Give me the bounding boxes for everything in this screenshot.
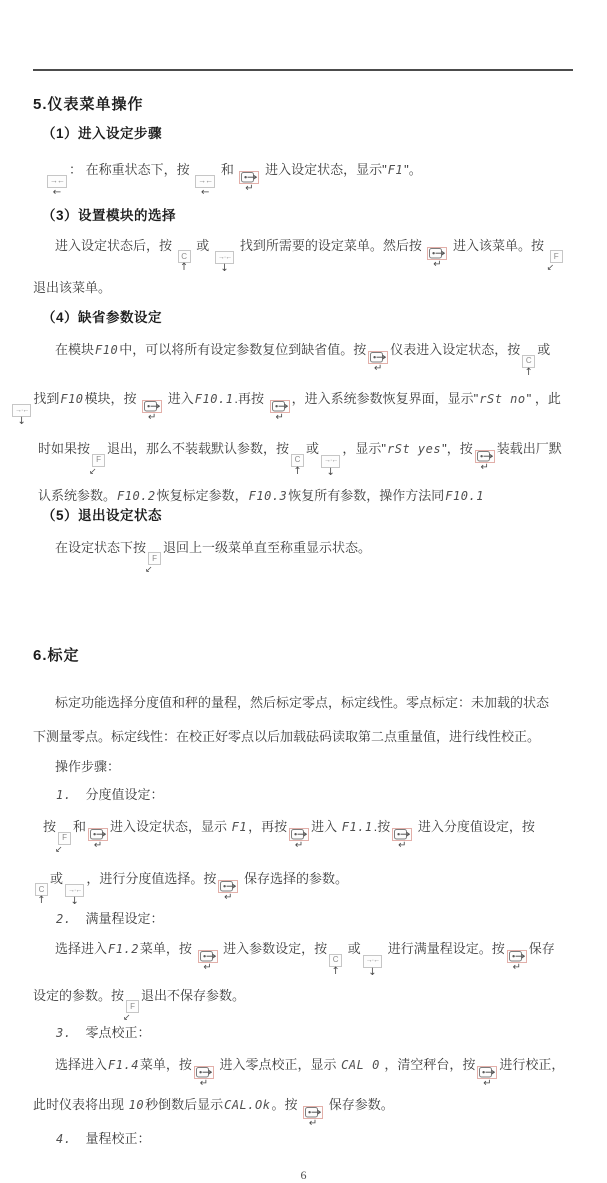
- function-key-icon: F ↙: [92, 454, 105, 478]
- seven-segment-text: F10.1: [194, 391, 234, 406]
- text-run: 中，可以将所有设定参数复位到缺省值。按: [119, 342, 367, 357]
- subsection-4-heading: [42, 309, 574, 327]
- body-line: [33, 279, 574, 297]
- text-run: 选择进入: [55, 1057, 108, 1072]
- select-key-icon: →·← ↓: [363, 955, 382, 979]
- body-line: [43, 812, 574, 856]
- function-key-icon: F ↙: [550, 250, 563, 274]
- body-line: [55, 335, 574, 379]
- text-run: ： 在称重状态下，按: [69, 162, 194, 177]
- seven-segment-text: rSt yes: [387, 442, 442, 456]
- clear-key-icon: C ↑: [291, 454, 304, 478]
- body-line: [33, 864, 574, 909]
- text-run: （3）设置模块的选择: [42, 207, 177, 223]
- seven-segment-text: 3.: [56, 1026, 72, 1040]
- text-run: 量程校正：: [72, 1131, 151, 1146]
- text-run: 菜单，按: [139, 941, 196, 956]
- text-run: 保存选择的参数。: [240, 870, 348, 886]
- select-key-icon: →·← ↓: [65, 884, 84, 908]
- text-run: 按: [43, 819, 57, 834]
- text-run: 进入: [311, 819, 341, 834]
- text-run: 和: [73, 819, 87, 834]
- seven-segment-text: rSt no: [479, 391, 526, 406]
- clear-key-icon: C ↑: [178, 250, 191, 274]
- text-run: 分度值设定：: [72, 787, 164, 802]
- document-body: [15, 69, 574, 1148]
- seven-segment-text: F1.4: [108, 1058, 139, 1072]
- text-run: 满量程设定：: [72, 911, 164, 926]
- enter-key-icon: ↵: [270, 400, 290, 424]
- text-run: （1）进入设定步骤: [42, 126, 163, 141]
- seven-segment-text: F10: [60, 391, 84, 406]
- enter-key-icon: ↵: [392, 828, 412, 852]
- enter-key-icon: ↵: [368, 351, 388, 375]
- text-run: 选择进入: [55, 941, 108, 956]
- text-run: "，按: [442, 441, 473, 456]
- text-run: 在模块: [55, 342, 95, 357]
- text-run: 恢复所有参数，操作方法同: [288, 487, 445, 503]
- text-run: 菜单，按: [139, 1057, 192, 1072]
- text-run: 和: [217, 162, 238, 177]
- enter-key-icon: ↵: [88, 828, 108, 852]
- select-key-icon: →·← ↓: [321, 455, 340, 479]
- seven-segment-text: 2.: [56, 912, 72, 926]
- text-run: ，清空秤台，按: [380, 1057, 476, 1072]
- clear-key-icon: C ↑: [35, 883, 48, 907]
- body-line: [38, 487, 574, 505]
- text-run: 操作步骤：: [55, 759, 121, 774]
- text-run: ，进行分度值选择。按: [86, 870, 217, 886]
- step-3-heading: [55, 1024, 574, 1042]
- text-run: 下测量零点。标定线性：在校正好零点以后加载砝码读取第二点重量值，进行线性校正。: [33, 729, 541, 744]
- enter-key-icon: ↵: [427, 247, 447, 271]
- seven-segment-text: F1: [387, 163, 404, 177]
- text-run: 退出不保存参数。: [141, 987, 246, 1003]
- seven-segment-text: F10.3: [248, 488, 288, 503]
- step-1-heading: [55, 786, 574, 804]
- subsection-1-heading: [42, 125, 574, 143]
- text-run: 秒倒数后显示: [145, 1097, 224, 1112]
- seven-segment-text: 1.: [56, 788, 72, 802]
- text-run: 或: [306, 441, 320, 456]
- text-run: 进入设定状态，显示: [110, 819, 231, 834]
- body-line: [33, 728, 574, 746]
- text-run: 找到所需要的设定菜单。然后按: [236, 237, 426, 253]
- text-run: 进入零点校正，显示: [215, 1057, 341, 1072]
- body-line: [10, 384, 574, 429]
- text-run: 进入分度值设定，按: [414, 819, 535, 834]
- body-line: [33, 1090, 574, 1130]
- text-run: .按: [373, 819, 391, 834]
- text-run: 退出该菜单。: [33, 280, 112, 295]
- function-key-icon: F ↙: [126, 1000, 139, 1024]
- select-key-icon: →·← ↓: [12, 404, 31, 428]
- text-run: 。按: [271, 1097, 302, 1112]
- seven-segment-text: F1: [231, 820, 248, 834]
- text-run: （4）缺省参数设定: [42, 310, 163, 325]
- text-run: 6.标定: [33, 647, 80, 664]
- body-line: [55, 694, 574, 712]
- text-run: 或: [192, 237, 213, 253]
- text-run: 保存: [528, 941, 555, 956]
- text-run: （5）退出设定状态: [42, 507, 163, 523]
- seven-segment-text: F1.2: [108, 942, 139, 956]
- text-run: 进入设定状态后，按: [55, 237, 176, 253]
- text-run: 认系统参数。: [38, 487, 117, 503]
- function-key-icon: F ↙: [148, 552, 161, 576]
- body-line: [38, 434, 574, 479]
- seven-segment-text: F10.1: [445, 488, 484, 503]
- text-run: 装载出厂默: [496, 441, 562, 456]
- body-line: [55, 934, 574, 979]
- text-run: 找到: [33, 390, 60, 406]
- text-run: ，显示": [342, 441, 387, 456]
- enter-key-icon: ↵: [477, 1066, 497, 1090]
- enter-key-icon: ↵: [507, 950, 527, 974]
- text-run: 设定的参数。按: [33, 987, 125, 1003]
- text-run: 在设定状态下按: [55, 539, 147, 555]
- body-line: [33, 981, 574, 1025]
- text-run: 退出，那么不装载默认参数，按: [107, 441, 290, 456]
- tare-key-icon: →← ←: [195, 175, 215, 199]
- enter-key-icon: ↵: [475, 450, 495, 474]
- seven-segment-text: 4.: [56, 1132, 72, 1146]
- text-run: 进行校正，: [499, 1057, 565, 1072]
- enter-key-icon: ↵: [194, 1066, 214, 1090]
- text-run: 进入参数设定，按: [219, 941, 328, 956]
- text-run: 模块，按: [84, 390, 141, 406]
- text-run: 退回上一级菜单直至称重显示状态。: [163, 539, 372, 555]
- body-line: [55, 758, 574, 776]
- text-run: " ，此: [526, 390, 561, 406]
- text-run: 时如果按: [38, 441, 91, 456]
- section-6-title: [33, 646, 574, 666]
- select-key-icon: →·← ↓: [215, 251, 234, 275]
- text-run: 此时仪表将出现: [33, 1097, 128, 1112]
- text-run: 进行满量程设定。按: [384, 941, 505, 956]
- seven-segment-text: CAL 0: [341, 1058, 380, 1072]
- text-run: 或: [537, 342, 551, 357]
- clear-key-icon: C ↑: [329, 954, 342, 978]
- text-run: "。: [404, 162, 422, 177]
- subsection-5-heading: [42, 507, 574, 525]
- text-run: .再按: [234, 390, 268, 406]
- seven-segment-text: F10.2: [117, 488, 156, 503]
- body-line: [55, 1050, 574, 1090]
- enter-key-icon: ↵: [198, 950, 218, 974]
- text-run: 仪表进入设定状态，按: [390, 342, 521, 357]
- body-line: [45, 155, 574, 199]
- text-run: 保存参数。: [325, 1097, 394, 1112]
- seven-segment-text: 10: [128, 1098, 145, 1112]
- clear-key-icon: C ↑: [522, 355, 535, 379]
- step-2-heading: [55, 910, 574, 928]
- text-run: 进入设定状态，显示": [261, 162, 387, 177]
- text-run: 进入: [164, 390, 194, 406]
- seven-segment-text: CAL.Ok: [224, 1098, 271, 1112]
- header-rule: [33, 69, 573, 71]
- seven-segment-text: F10: [95, 343, 119, 357]
- enter-key-icon: ↵: [289, 828, 309, 852]
- seven-segment-text: F1.1: [341, 820, 373, 834]
- function-key-icon: F ↙: [58, 832, 71, 856]
- enter-key-icon: ↵: [142, 400, 162, 424]
- enter-key-icon: ↵: [239, 171, 259, 195]
- text-run: 零点校正：: [72, 1025, 151, 1040]
- subsection-3-heading: [42, 207, 574, 225]
- tare-key-icon: →← ←: [47, 175, 67, 199]
- text-run: 进入该菜单。按: [449, 237, 548, 253]
- section-5-title: [33, 95, 574, 115]
- text-run: 或: [50, 870, 64, 886]
- text-run: 恢复标定参数，: [156, 487, 248, 503]
- text-run: 标定功能选择分度值和秤的量程，然后标定零点，标定线性。零点标定：未加载的状态: [55, 695, 550, 710]
- text-run: 或: [344, 941, 361, 956]
- body-line: [55, 231, 574, 276]
- step-4-heading: [55, 1130, 574, 1148]
- enter-key-icon: ↵: [303, 1106, 323, 1130]
- text-run: ，进入系统参数恢复界面，显示": [291, 390, 479, 406]
- body-line: [55, 533, 574, 577]
- enter-key-icon: ↵: [218, 880, 238, 904]
- text-run: 5.仪表菜单操作: [33, 96, 144, 113]
- page-number: 6: [300, 1168, 307, 1182]
- text-run: ，再按: [248, 819, 288, 834]
